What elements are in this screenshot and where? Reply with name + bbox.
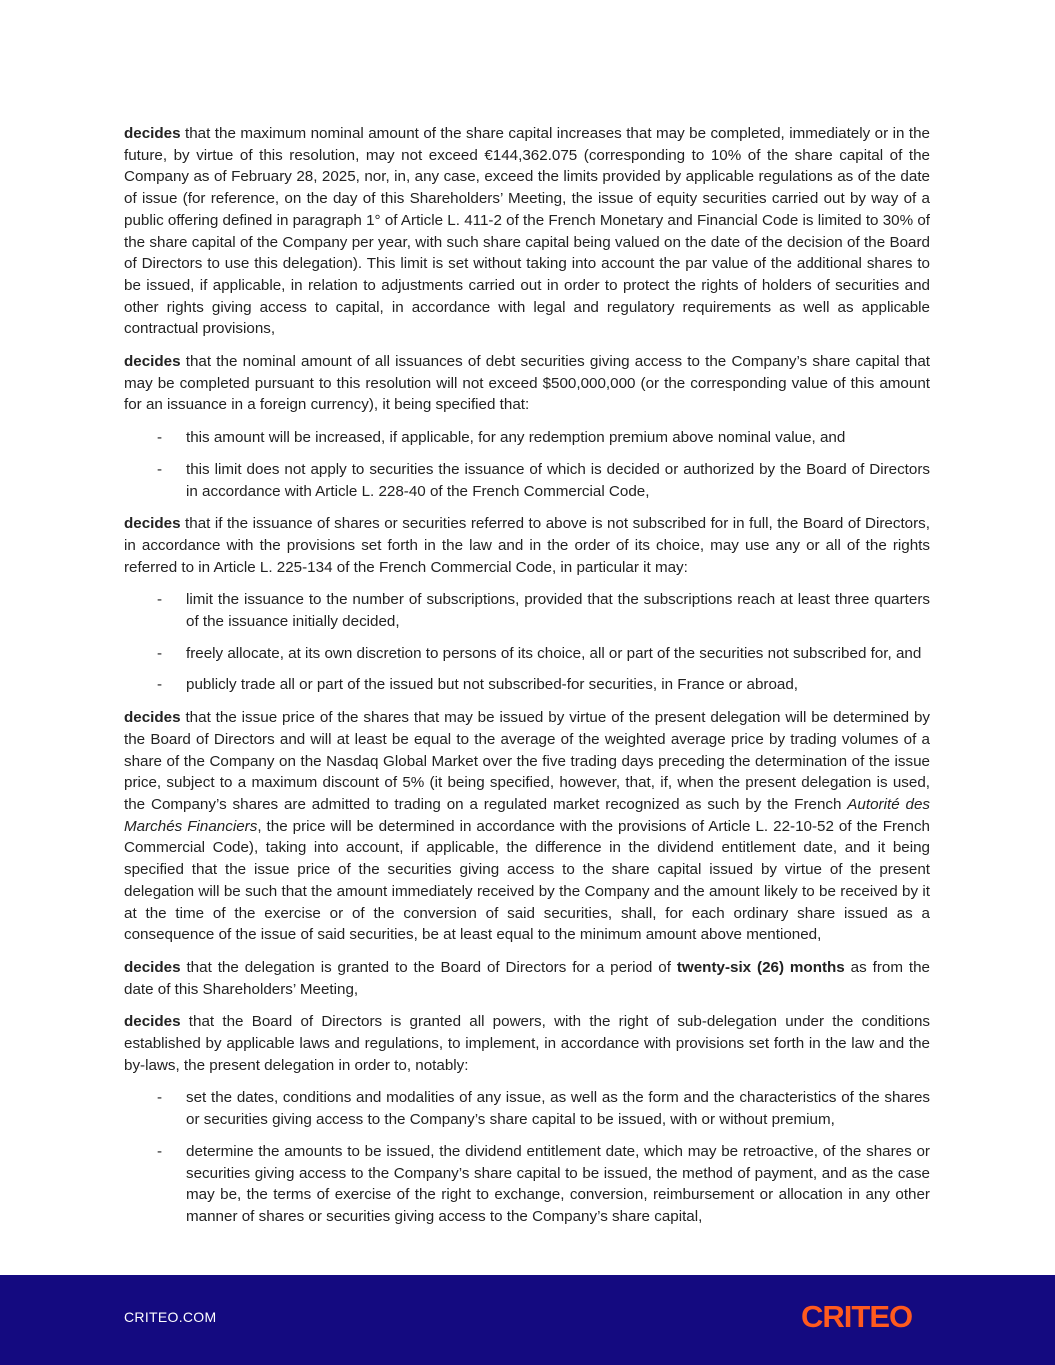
list-item-text: this amount will be increased, if applicable, for any redemption premium above nominal value, and [186, 429, 846, 447]
bullet-list [124, 427, 930, 502]
footer-site-link[interactable]: CRITEO.COM [124, 1309, 217, 1325]
paragraph-text: that the Board of Directors is granted all powers, with the right of sub-delegation under the conditions established by applicable laws and regulations, to implement, in accordance with provisions set forth in the law and the by-laws, the present delegation in order to, notably: [124, 1013, 930, 1074]
lead-word: decides [124, 709, 181, 727]
lead-word: decides [124, 125, 181, 142]
paragraph [124, 513, 930, 578]
paragraph [124, 1011, 930, 1076]
paragraph [124, 351, 930, 416]
list-item-text: set the dates, conditions and modalities of any issue, as well as the form and the characteristics of the shares or securities giving access to the Company’s share capital to be issued, with or without premium, [186, 1089, 930, 1129]
bullet-list [124, 589, 930, 696]
dash-marker: - [157, 1089, 163, 1107]
list-item-text: determine the amounts to be issued, the dividend entitlement date, which may be retroactive, of the shares or securities giving access to the Company’s share capital to be issued, the method of payment, and as the case may be, the terms of exercise of the right to exchange, conversion, reimbursement or allocation in any other manner of shares or securities giving access to the Company’s share capital, [186, 1142, 930, 1225]
list-item [124, 459, 930, 502]
list-item-text: freely allocate, at its own discretion to persons of its choice, all or part of the securities not subscribed for, and [186, 644, 922, 662]
dash-marker: - [157, 644, 163, 662]
paragraph-text: as from the date of this Shareholders’ Meeting, [124, 958, 930, 998]
list-item [124, 643, 930, 665]
footer [0, 1275, 1055, 1365]
list-item [124, 1087, 930, 1130]
lead-word: decides [124, 958, 181, 976]
dash-marker: - [157, 591, 163, 609]
paragraph [124, 957, 930, 1000]
paragraph-text: that the nominal amount of all issuances of debt securities giving access to the Company’s share capital that may be completed pursuant to this resolution will not exceed $500,000,000 (or the corresponding value of this amount for an issuance in a foreign currency), it being specified that: [124, 353, 930, 414]
list-item-text: this limit does not apply to securities the issuance of which is decided or authorized by the Board of Directors in accordance with Article L. 228-40 of the French Commercial Code, [186, 460, 930, 500]
list-item [124, 589, 930, 632]
bold-term: twenty-six (26) months [676, 958, 845, 976]
paragraph-text: that if the issuance of shares or securities referred to above is not subscribed for in full, the Board of Directors, in accordance with the provisions set forth in the law and in the order of its choice, may use any or all of the rights referred to in Article L. 225-134 of the French Commercial Code, in particular it may: [124, 515, 930, 576]
dash-marker: - [157, 429, 163, 447]
list-item [124, 674, 930, 696]
paragraph-text: , the price will be determined in accordance with the provisions of Article L. 22-10-52 of the French Commercial Code), taking into account, if applicable, the difference in the dividend entitlement date, and it being specified that the issue price of the securities giving access to the share capital issued by virtue of the present delegation will be such that the amount immediately received by the Company and the amount likely to be received by it at the time of the exercise or of the conversion of said securities, shall, for each ordinary share issued as a consequence of the issue of said securities, be at least equal to the minimum amount above mentioned, [124, 817, 930, 944]
paragraph-text: that the issue price of the shares that may be issued by virtue of the present delegation will be determined by the Board of Directors and will at least be equal to the average of the weighted average price by trading volumes of a share of the Company on the Nasdaq Global Market over the five trading days preceding the determination of the issue price, subject to a maximum discount of 5% (it being specified, however, that, if, when the present delegation is used, the Company’s shares are admitted to trading on a regulated market recognized as such by the French [124, 709, 930, 813]
lead-word: decides [124, 1013, 181, 1031]
dash-marker: - [157, 1142, 163, 1160]
dash-marker: - [157, 460, 163, 478]
lead-word: decides [124, 515, 181, 533]
document-body [124, 123, 930, 1239]
lead-word: decides [124, 353, 181, 371]
list-item [124, 1141, 930, 1228]
paragraph [124, 707, 930, 946]
list-item-text: publicly trade all or part of the issued but not subscribed-for securities, in France or abroad, [186, 676, 799, 694]
dash-marker: - [157, 676, 163, 694]
paragraph-text: that the delegation is granted to the Board of Directors for a period of [180, 958, 677, 976]
criteo-logo: CRITEO [801, 1299, 913, 1334]
bullet-list [124, 1087, 930, 1227]
paragraph [124, 123, 930, 340]
paragraph-text: that the maximum nominal amount of the share capital increases that may be completed, immediately or in the future, by virtue of this resolution, may not exceed €144,362.075 (corresponding to 10% of the share capital of the Company as of February 28, 2025, nor, in, any case, exceed the limits provided by applicable regulations as of the date of issue (for reference, on the day of this Shareholders’ Meeting, the issue of equity securities carried out by way of a public offering defined in paragraph 1° of Article L. 411-2 of the French Monetary and Financial Code is limited to 30% of the share capital of the Company per year, with such share capital being valued on the date of the decision of the Board of Directors to use this delegation). This limit is set without taking into account the par value of the additional shares to be issued, if applicable, in relation to adjustments carried out in order to protect the rights of holders of securities and other rights giving access to capital, in accordance with legal and regulatory requirements as well as applicable contractual provisions, [124, 125, 930, 338]
list-item [124, 427, 930, 449]
list-item-text: limit the issuance to the number of subscriptions, provided that the subscriptions reach at least three quarters of the issuance initially decided, [186, 591, 930, 631]
italic-term: Autorité des Marchés Financiers [124, 795, 930, 835]
